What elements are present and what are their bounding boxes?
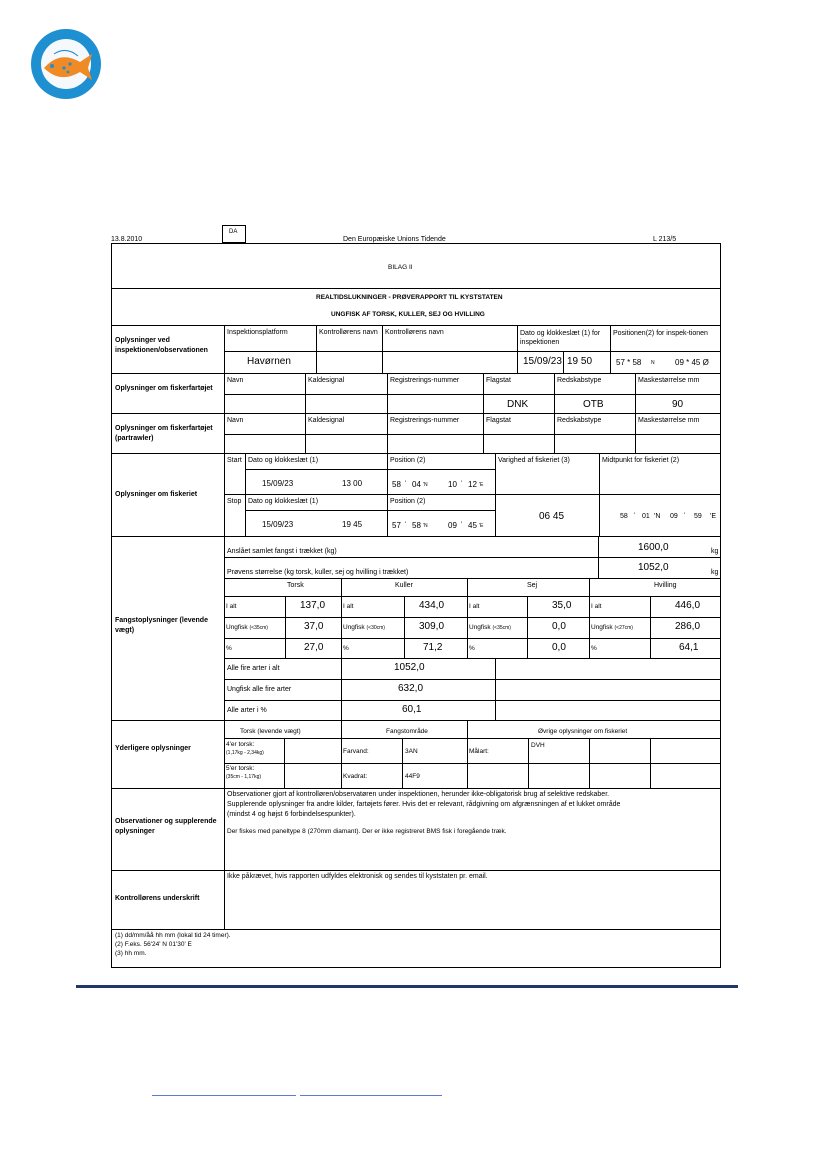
label-sample-size: Prøvens størrelse (kg torsk, kuller, sej og hvilling i trækket) xyxy=(227,569,409,576)
report-form xyxy=(111,243,721,968)
species-header-torsk: Torsk xyxy=(287,582,304,589)
mid-e-mark: 'E xyxy=(710,513,717,520)
farvand: 3AN xyxy=(405,748,418,755)
levende-hav-logo xyxy=(30,28,102,100)
vessel-mesh: 90 xyxy=(672,399,684,410)
label-partner-callsign: Kaldesignal xyxy=(308,417,345,424)
label-cod-weight: Torsk (levende vægt) xyxy=(240,728,301,735)
hvilling-juv-label xyxy=(591,624,633,631)
mid-lat-deg: 58 xyxy=(620,513,628,520)
section-catch: Fangstoplysninger (levende vægt) xyxy=(115,617,208,634)
label-stop-datetime: Dato og klokkeslæt (1) xyxy=(248,498,319,505)
label-inspection-position: Positionen(2) for inspek-tionen xyxy=(613,330,708,337)
sample-size-unit: kg xyxy=(711,569,719,576)
start-lat-deg: 58 xyxy=(392,480,401,489)
inspection-lat: 57 * 58 xyxy=(616,358,642,367)
label-partner-flag: Flagstat xyxy=(486,417,511,424)
vessel-flag: DNK xyxy=(507,399,529,410)
torsk-total: 137,0 xyxy=(300,600,326,611)
label-duration: Varighed af fiskeriet (3) xyxy=(498,457,570,464)
start-deg-mark-2: ' xyxy=(461,480,463,487)
inspection-platform: Havørnen xyxy=(247,356,291,367)
four-cod-range: (1,17kg - 2,34kg) xyxy=(226,750,264,756)
label-stop-position: Position (2) xyxy=(390,498,426,505)
footnote-1: (1) dd/mm/åå hh mm (lokal tid 24 timer). xyxy=(115,932,231,939)
hvilling-total-label: I alt xyxy=(591,603,602,610)
start-lon-deg: 10 xyxy=(448,480,457,489)
torsk-pct: 27,0 xyxy=(304,642,324,653)
observations-line-3: (mindst 4 og højst 6 forbindelsespunkter). xyxy=(227,811,356,818)
torsk-juv-label-text: Ungfisk xyxy=(226,624,248,631)
kuller-total-label: I alt xyxy=(343,603,354,610)
hvilling-juv-size: (<27cm) xyxy=(614,625,633,631)
stop-lon-min: 45 xyxy=(468,521,477,530)
torsk-pct-label: % xyxy=(226,645,232,652)
label-start-datetime: Dato og klokkeslæt (1) xyxy=(248,457,319,464)
start-lon-min: 12 xyxy=(468,480,477,489)
five-cod-range: (35cm - 1,17kg) xyxy=(226,774,262,780)
section-fishing: Oplysninger om fiskeriet xyxy=(115,491,198,498)
inspection-lon: 09 * 45 Ø xyxy=(675,358,709,367)
hvilling-total: 446,0 xyxy=(675,600,701,611)
label-controller-2: Kontrollørens navn xyxy=(385,329,444,336)
mid-lon-min: 59 xyxy=(694,513,702,520)
observations-note: Der fiskes med paneltype 8 (270mm diamant). Der er ikke registreret BMS fisk i foregående træk. xyxy=(227,828,507,835)
hvilling-pct: 64,1 xyxy=(679,642,699,653)
label-fishing-area: Fangstområde xyxy=(386,728,428,735)
sej-pct: 0,0 xyxy=(552,642,566,653)
label-total-catch: Anslået samlet fangst i trækket (kg) xyxy=(227,548,337,555)
section-inspection: Oplysninger ved inspektionen/observationen xyxy=(115,337,208,354)
inspection-n: N xyxy=(651,360,655,366)
four-cod-label: 4'er torsk: xyxy=(226,741,255,748)
observations-line-1: Observationer gjort af kontrolløren/observatøren under inspektionen, herunder ikke-obligatorisk brug af selektive redskaber. xyxy=(227,791,610,798)
footer-link-2[interactable] xyxy=(300,1095,442,1096)
kuller-juv-label-text: Ungfisk xyxy=(343,624,365,631)
kvadrat: 44F9 xyxy=(405,773,420,780)
total-catch-unit: kg xyxy=(711,548,719,555)
five-cod xyxy=(226,765,261,781)
kuller-juv-label xyxy=(343,624,385,631)
kuller-total: 434,0 xyxy=(419,600,445,611)
label-other-info: Øvrige oplysninger om fiskeriet xyxy=(538,728,628,735)
label-vessel-regno: Registrerings-nummer xyxy=(390,377,460,384)
label-kvadrat: Kvadrat: xyxy=(343,773,368,780)
start-e-mark: 'E xyxy=(479,482,484,488)
sej-total-label: I alt xyxy=(469,603,480,610)
species-header-kuller: Kuller xyxy=(395,582,413,589)
section-additional: Yderligere oplysninger xyxy=(115,745,191,752)
inspection-time: 19 50 xyxy=(567,356,593,367)
start-lat-min: 04 xyxy=(412,480,421,489)
label-start-position: Position (2) xyxy=(390,457,426,464)
vessel-gear: OTB xyxy=(583,399,604,410)
label-partner-name: Navn xyxy=(227,417,244,424)
start-n-mark: 'N xyxy=(423,482,428,488)
torsk-juv-label xyxy=(226,624,268,631)
page-reference: L 213/5 xyxy=(653,236,677,243)
total-catch: 1600,0 xyxy=(638,542,669,553)
stop-deg-mark-1: ' xyxy=(405,521,407,528)
label-midpoint: Midtpunkt for fiskeriet (2) xyxy=(602,457,680,464)
label-platform: Inspektionsplatform xyxy=(227,329,288,336)
kuller-juv-size: (<30cm) xyxy=(366,625,385,631)
sej-juv-size: (<35cm) xyxy=(492,625,511,631)
header-date: 13.8.2010 xyxy=(111,236,143,243)
label-partner-mesh: Maskestørrelse mm xyxy=(638,417,700,424)
mid-deg-mark-2: ' xyxy=(684,512,686,519)
stop-lat-deg: 57 xyxy=(392,521,401,530)
torsk-total-label: I alt xyxy=(226,603,237,610)
stop-n-mark: 'N xyxy=(423,523,428,529)
stop-date: 15/09/23 xyxy=(262,520,294,529)
species-header-sej: Sej xyxy=(527,582,538,589)
label-all-total: Alle fire arter i alt xyxy=(227,665,280,672)
section-vessel: Oplysninger om fiskerfartøjet xyxy=(115,385,213,392)
label-all-juv: Ungfisk alle fire arter xyxy=(227,686,292,693)
start-date: 15/09/23 xyxy=(262,479,294,488)
torsk-juv-size: (<35cm) xyxy=(249,625,268,631)
species-header-hvilling: Hvilling xyxy=(654,582,677,589)
sej-pct-label: % xyxy=(469,645,475,652)
form-subtitle: UNGFISK AF TORSK, KULLER, SEJ OG HVILLING xyxy=(331,311,485,318)
torsk-juv: 37,0 xyxy=(304,621,324,632)
four-cod xyxy=(226,741,264,757)
mid-lat-min: 01 xyxy=(642,513,650,520)
stop-lat-min: 58 xyxy=(412,521,421,530)
label-vessel-callsign: Kaldesignal xyxy=(308,377,345,384)
footer-rule xyxy=(76,985,738,988)
section-partner: Oplysninger om fiskerfartøjet (partrawler) xyxy=(115,425,213,442)
start-deg-mark-1: ' xyxy=(405,480,407,487)
signature-note: Ikke påkrævet, hvis rapporten udfyldes elektronisk og sendes til kyststaten pr. email. xyxy=(227,873,488,880)
mid-lon-deg: 09 xyxy=(670,513,678,520)
label-partner-gear: Redskabstype xyxy=(557,417,602,424)
sej-juv: 0,0 xyxy=(552,621,566,632)
kuller-pct-label: % xyxy=(343,645,349,652)
all-juv: 632,0 xyxy=(398,683,424,694)
label-start: Start xyxy=(227,457,242,464)
stop-lon-deg: 09 xyxy=(448,521,457,530)
all-pct: 60,1 xyxy=(402,704,422,715)
sej-juv-label-text: Ungfisk xyxy=(469,624,491,631)
start-time: 13 00 xyxy=(342,479,363,488)
inspection-date: 15/09/23 xyxy=(523,356,562,367)
hvilling-juv: 286,0 xyxy=(675,621,701,632)
language-box: DA xyxy=(222,225,246,243)
kuller-juv: 309,0 xyxy=(419,621,445,632)
stop-time: 19 45 xyxy=(342,520,363,529)
section-signature: Kontrollørens underskrift xyxy=(115,895,200,902)
journal-title: Den Europæiske Unions Tidende xyxy=(343,236,446,243)
label-farvand: Farvand: xyxy=(343,748,369,755)
annex-title: BILAG II xyxy=(388,264,413,271)
label-vessel-name: Navn xyxy=(227,377,244,384)
footer-link-1[interactable] xyxy=(152,1095,296,1096)
hvilling-pct-label: % xyxy=(591,645,597,652)
all-total: 1052,0 xyxy=(394,662,425,673)
section-observations: Observationer og supplerende oplysninger xyxy=(115,818,217,835)
sample-size: 1052,0 xyxy=(638,562,669,573)
maalart: DVH xyxy=(531,742,545,749)
footnote-2: (2) F.eks. 56'24' N 01'30' E xyxy=(115,941,192,948)
form-title: REALTIDSLUKNINGER - PRØVERAPPORT TIL KYSTSTATEN xyxy=(316,294,503,301)
label-all-pct: Alle arter i % xyxy=(227,707,267,714)
label-vessel-flag: Flagstat xyxy=(486,377,511,384)
stop-e-mark: 'E xyxy=(479,523,484,529)
sej-juv-label xyxy=(469,624,511,631)
label-vessel-gear: Redskabstype xyxy=(557,377,602,384)
label-vessel-mesh: Maskestørrelse mm xyxy=(638,377,700,384)
mid-n-mark: 'N xyxy=(654,513,661,520)
hvilling-juv-label-text: Ungfisk xyxy=(591,624,613,631)
mid-deg-mark-1: ' xyxy=(634,512,636,519)
footnote-3: (3) hh mm. xyxy=(115,950,147,957)
stop-deg-mark-2: ' xyxy=(461,521,463,528)
label-stop: Stop xyxy=(227,498,242,505)
fishing-duration: 06 45 xyxy=(539,511,565,522)
label-inspection-datetime: Dato og klokkeslæt (1) for inspektionen xyxy=(520,330,601,346)
label-controller-1: Kontrollørens navn xyxy=(319,329,378,336)
observations-line-2: Supplerende oplysninger fra andre kilder, fartøjets fører. Hvis det er relevant, rådgivning om afgrænsningen af et lukket område xyxy=(227,801,621,808)
label-maalart: Målart: xyxy=(469,748,489,755)
five-cod-label: 5'er torsk: xyxy=(226,765,255,772)
label-partner-regno: Registrerings-nummer xyxy=(390,417,460,424)
sej-total: 35,0 xyxy=(552,600,572,611)
kuller-pct: 71,2 xyxy=(423,642,443,653)
